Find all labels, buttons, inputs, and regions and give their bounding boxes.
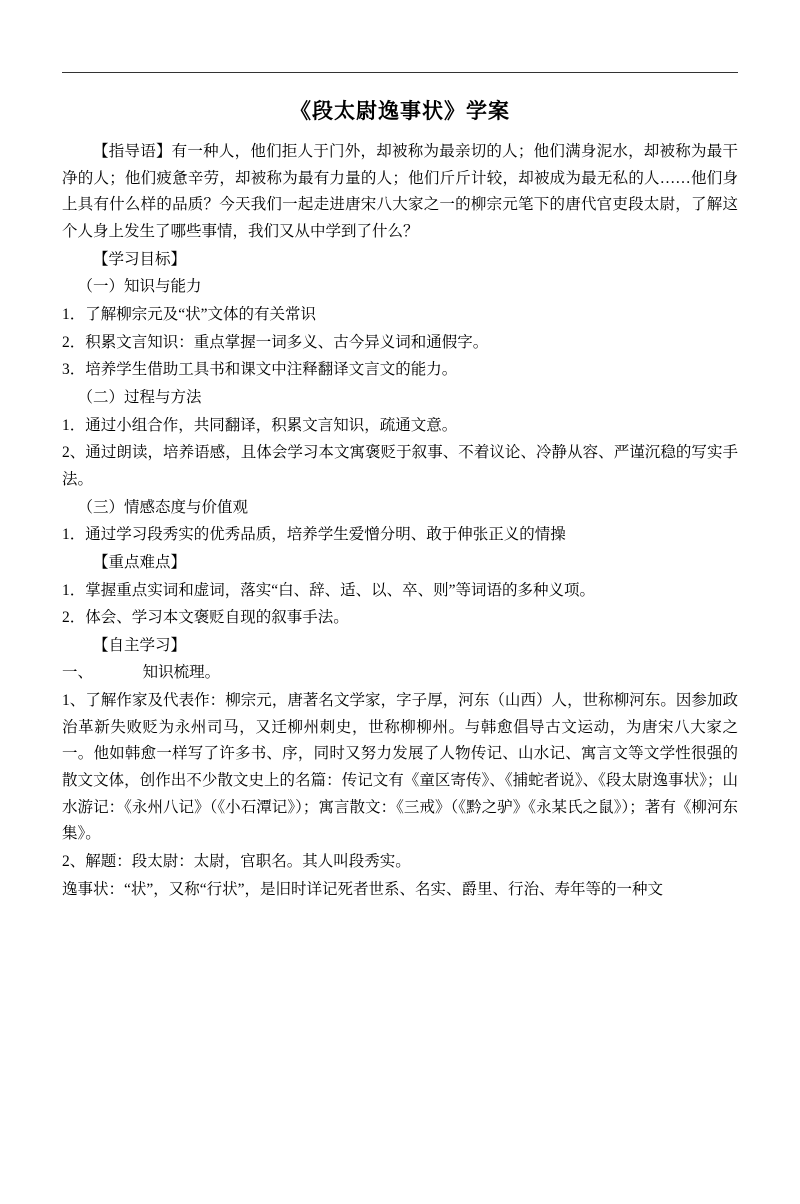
objective-item-3: 3．培养学生借助工具书和课文中注释翻译文言文的能力。 (62, 361, 458, 379)
header-divider (62, 72, 738, 73)
knowledge-outline-heading (62, 660, 738, 687)
knowledge-outline-label: 知识梳理。 (142, 664, 221, 682)
objectives-part-two-heading: （二）过程与方法 (77, 388, 202, 406)
key-point-item-1: 1．掌握重点实词和虚词，落实“白、辞、适、以、卒、则”等词语的多种义项。 (62, 581, 596, 599)
objective-item-2: 2．积累文言知识：重点掌握一词多义、古今异义词和通假字。 (62, 333, 489, 351)
guidance-paragraph: 【指导语】有一种人，他们拒人于门外，却被称为最亲切的人；他们满身泥水，却被称为最干净的人；他们疲惫辛劳，却被称为最有力量的人；他们斤斤计较，却被成为最无私的人……他们身上具有什么样的品质？今天我们一起走进唐宋八大家之一的柳宗元笔下的唐代官吏段太尉，了解这个人身上发生了哪些事情，我们又从中学到了什么？ (62, 143, 738, 240)
objective-item-1: 1．了解柳宗元及“状”文体的有关常识 (62, 305, 317, 323)
objectives-heading: 【学习目标】 (93, 250, 187, 268)
yishizhuang-paragraph: 逸事状：“状”，又称“行状”，是旧时详记死者世系、名实、爵里、行治、寿年等的一种文 (62, 880, 664, 898)
page-title: 《段太尉逸事状》学案 (290, 99, 510, 123)
knowledge-outline-marker: 一、 (62, 664, 94, 682)
method-item-1: 1．通过小组合作，共同翻译，积累文言知识，疏通文意。 (62, 416, 458, 434)
document-page (0, 72, 800, 1204)
self-study-heading: 【自主学习】 (93, 636, 187, 654)
key-point-item-2: 2．体会、学习本文褒贬自现的叙事手法。 (62, 609, 349, 627)
objectives-part-one-heading: （一）知识与能力 (77, 278, 202, 296)
method-item-2: 2、通过朗读，培养语感，且体会学习本文寓褒贬于叙事、不着议论、冷静从容、严谨沉稳的写实手法。 (62, 444, 738, 488)
author-intro-paragraph: 1、了解作家及代表作：柳宗元，唐著名文学家，字子厚，河东（山西）人，世称柳河东。因参加政治革新失败贬为永州司马，又迁柳州刺史，世称柳柳州。与韩愈倡导古文运动，为唐宋八大家之一。他如韩愈一样写了许多书、序，同时又努力发展了人物传记、山水记、寓言文等文学性很强的散文文体，创作出不少散文史上的名篇：传记文有《童区寄传》、《捕蛇者说》、《段太尉逸事状》；山水游记：《永州八记》（《小石潭记》）；寓言散文：《三戒》（《黔之驴》《永某氏之鼠》）；著有《柳河东集》。 (62, 692, 738, 843)
value-item-1: 1．通过学习段秀实的优秀品质，培养学生爱憎分明、敢于伸张正义的情操 (62, 526, 566, 544)
key-points-heading: 【重点难点】 (93, 553, 187, 571)
title-explanation-paragraph: 2、解题：段太尉：太尉，官职名。其人叫段秀实。 (62, 853, 411, 871)
objectives-part-three-heading: （三）情感态度与价值观 (77, 498, 249, 516)
